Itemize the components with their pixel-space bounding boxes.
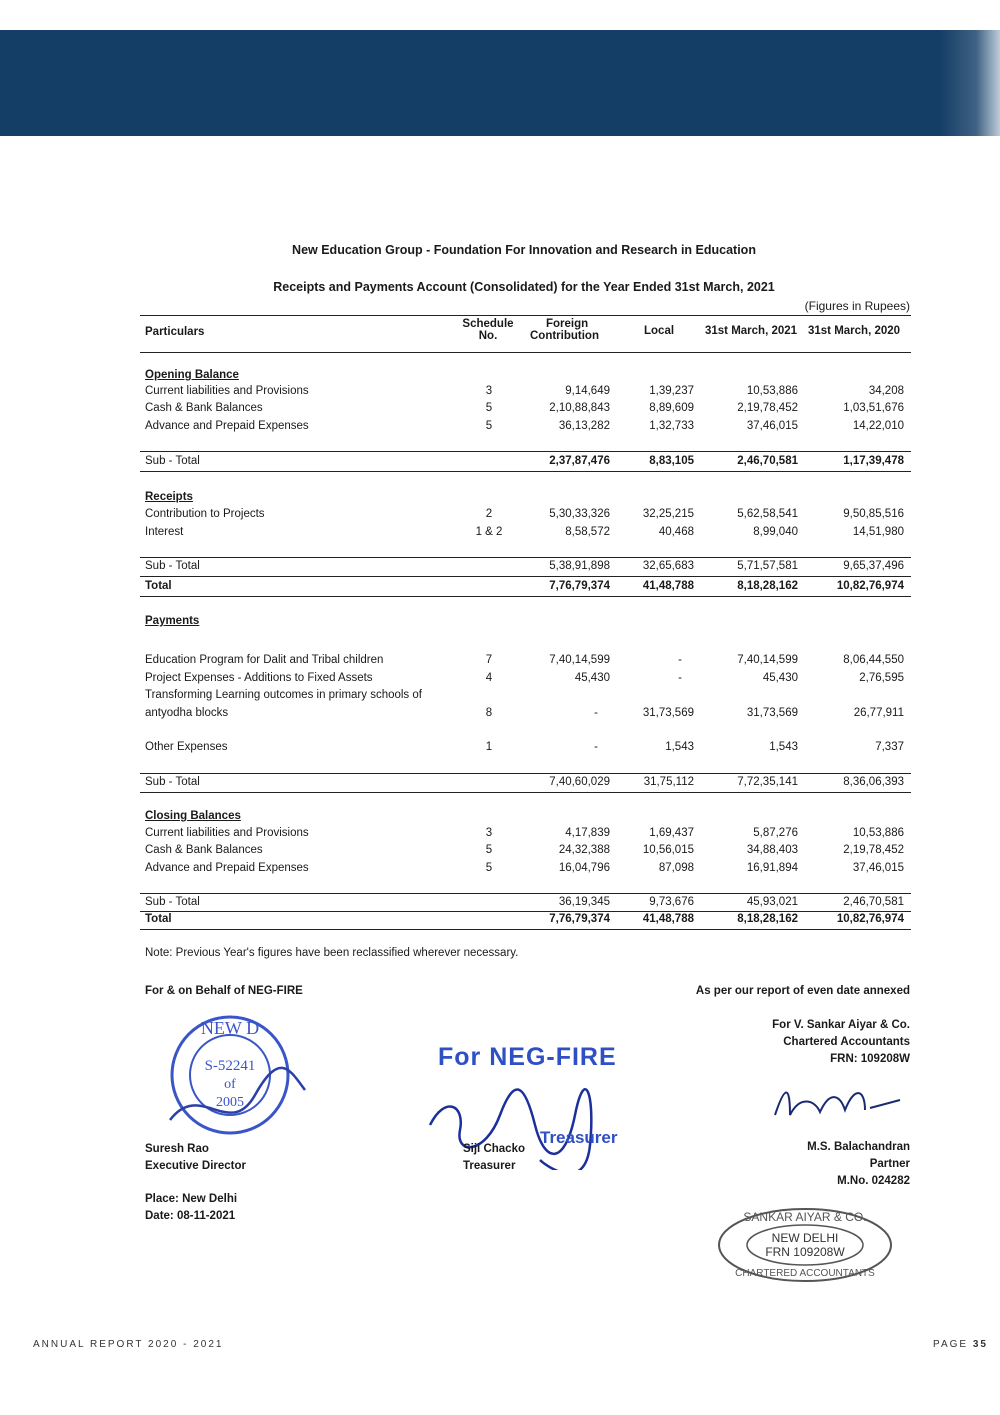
svg-text:of: of (224, 1077, 236, 1092)
place-date: Place: New Delhi Date: 08-11-2021 (145, 1193, 238, 1222)
subtotal-row: Sub - Total 7,40,60,029 31,75,112 7,72,35,141 8,36,06,393 (145, 776, 904, 788)
svg-text:NEW D: NEW D (200, 1018, 260, 1038)
auditor-seal (715, 1205, 895, 1285)
section-opening-balance: Opening Balance (145, 369, 239, 381)
report-title: New Education Group - Foundation For Innovation and Research in Education (292, 243, 756, 257)
figures-note: (Figures in Rupees) (804, 299, 910, 313)
table-row: Current liabilities and Provisions 3 4,17,839 1,69,437 5,87,276 10,53,886 (145, 827, 904, 839)
col-fy2021: 31st March, 2021 (705, 325, 798, 337)
col-foreign: Foreign Contribution (530, 318, 599, 342)
svg-text:CHARTERED ACCOUNTANTS: CHARTERED ACCOUNTANTS (735, 1268, 875, 1279)
table-row: Other Expenses 1 - 1,543 1,543 7,337 (145, 741, 904, 753)
svg-text:S-52241: S-52241 (204, 1058, 256, 1074)
total-row: Total 7,76,79,374 41,48,788 8,18,28,162 10,82,76,974 (145, 580, 904, 592)
treasurer-signature (425, 1075, 645, 1170)
section-payments: Payments (145, 615, 200, 627)
table-row: Project Expenses - Additions to Fixed Assets 4 45,430 - 45,430 2,76,595 (145, 672, 904, 684)
col-local: Local (644, 325, 675, 337)
rule (140, 557, 911, 558)
auditor-signature (770, 1080, 910, 1130)
table-row: Contribution to Projects 2 5,30,33,326 32,25,215 5,62,58,541 9,50,85,516 (145, 508, 904, 520)
rule (140, 792, 911, 793)
col-schedule: Schedule No. (462, 318, 514, 342)
col-fy2020: 31st March, 2020 (808, 325, 901, 337)
table-row: antyodha blocks 8 - 31,73,569 31,73,569 26,77,911 (145, 707, 904, 719)
subtotal-row: Sub - Total 5,38,91,898 32,65,683 5,71,57,581 9,65,37,496 (145, 560, 904, 572)
table-row: Advance and Prepaid Expenses 5 16,04,796 87,098 16,91,894 37,46,015 (145, 862, 904, 874)
rule (140, 451, 911, 452)
left-signatory: Suresh Rao Executive Director (145, 1143, 246, 1172)
left-sign-header: For & on Behalf of NEG-FIRE (145, 985, 303, 997)
table-row: Current liabilities and Provisions 3 9,14,649 1,39,237 10,53,886 34,208 (145, 385, 904, 397)
col-particulars: Particulars (145, 326, 205, 338)
table-row-label-line: Transforming Learning outcomes in primary schools of (145, 689, 422, 701)
table-row: Cash & Bank Balances 5 24,32,388 10,56,015 34,88,403 2,19,78,452 (145, 844, 904, 856)
auditor-firm: For V. Sankar Aiyar & Co. Chartered Accountants FRN: 109208W (772, 1019, 910, 1065)
svg-text:2005: 2005 (216, 1095, 244, 1110)
rule (140, 929, 911, 930)
svg-text:NEW DELHI: NEW DELHI (771, 1231, 839, 1245)
neg-fire-stamp: For NEG-FIRE (438, 1043, 617, 1071)
header-top-rule (140, 315, 911, 316)
rule (140, 471, 911, 472)
rule (140, 576, 911, 577)
subtotal-row: Sub - Total 2,37,87,476 8,83,105 2,46,70,581 1,17,39,478 (145, 455, 904, 467)
table-row: Cash & Bank Balances 5 2,10,88,843 8,89,609 2,19,78,452 1,03,51,676 (145, 402, 904, 414)
table-row: Interest 1 & 2 8,58,572 40,468 8,99,040 14,51,980 (145, 526, 904, 538)
rule (140, 773, 911, 774)
subtotal-row: Sub - Total 36,19,345 9,73,676 45,93,021 2,46,70,581 (145, 896, 904, 908)
middle-signatory: Siji Chacko Treasurer (463, 1143, 525, 1172)
header-banner (0, 30, 1000, 136)
rule (140, 893, 911, 894)
rule (140, 596, 911, 597)
footer-report-name: ANNUAL REPORT 2020 - 2021 (33, 1339, 224, 1350)
neg-fire-seal (160, 1010, 310, 1145)
table-row: Advance and Prepaid Expenses 5 36,13,282 1,32,733 37,46,015 14,22,010 (145, 420, 904, 432)
reclassification-note: Note: Previous Year's figures have been reclassified wherever necessary. (145, 947, 519, 959)
footer-page: PAGE 35 (933, 1339, 988, 1350)
table-row: Education Program for Dalit and Tribal children 7 7,40,14,599 - 7,40,14,599 8,06,44,550 (145, 654, 904, 666)
header-banner-edge (940, 30, 1000, 136)
svg-text:SANKAR AIYAR & CO.: SANKAR AIYAR & CO. (743, 1210, 867, 1224)
treasurer-stamp: Treasurer (540, 1128, 618, 1147)
right-signatory: M.S. Balachandran Partner M.No. 024282 (807, 1141, 910, 1187)
right-sign-header: As per our report of even date annexed (695, 985, 910, 997)
section-receipts: Receipts (145, 491, 193, 503)
report-subtitle: Receipts and Payments Account (Consolidated) for the Year Ended 31st March, 2021 (273, 280, 775, 294)
header-bottom-rule (140, 352, 911, 353)
rule (140, 911, 911, 912)
section-closing-balances: Closing Balances (145, 810, 241, 822)
svg-text:FRN 109208W: FRN 109208W (765, 1245, 845, 1259)
total-row: Total 7,76,79,374 41,48,788 8,18,28,162 10,82,76,974 (145, 913, 904, 925)
